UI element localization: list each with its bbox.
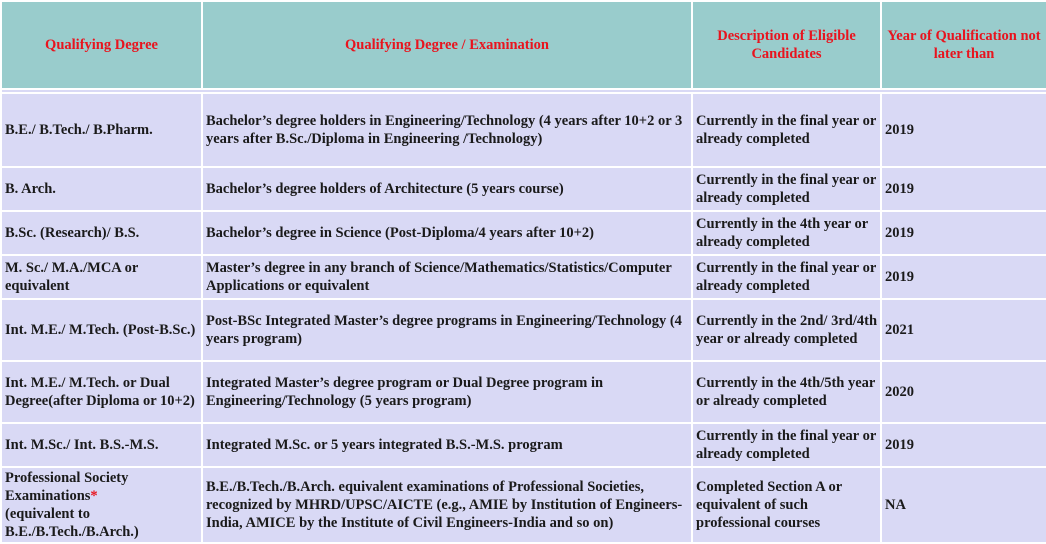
cell-year: 2019 [881,255,1046,299]
cell-year: 2019 [881,423,1046,467]
cell-description: Currently in the 4th/5th year or already completed [692,361,881,423]
cell-degree: B. Arch. [1,167,202,211]
cell-examination: Bachelor’s degree holders in Engineering/Technology (4 years after 10+2 or 3 years after B.Sc./Diploma in Engineering /Technology) [202,93,692,167]
table-row [1,211,1046,255]
table-row [1,299,1046,361]
header-qualifying-degree: Qualifying Degree [1,1,202,89]
header-examination: Qualifying Degree / Examination [202,1,692,89]
cell-degree: Int. M.E./ M.Tech. or Dual Degree(after Diploma or 10+2) [1,361,202,423]
footnote-asterisk: * [90,488,98,504]
cell-year: 2019 [881,167,1046,211]
cell-description: Currently in the final year or already completed [692,93,881,167]
cell-description: Currently in the final year or already completed [692,255,881,299]
cell-year: 2020 [881,361,1046,423]
table-row [1,167,1046,211]
cell-description: Currently in the 2nd/ 3rd/4th year or already completed [692,299,881,361]
table-row [1,361,1046,423]
cell-examination: Master’s degree in any branch of Science/Mathematics/Statistics/Computer Applications or equivalent [202,255,692,299]
cell-year: 2019 [881,211,1046,255]
header-year: Year of Qualification not later than [881,1,1046,89]
cell-year: NA [881,467,1046,543]
cell-degree: B.Sc. (Research)/ B.S. [1,211,202,255]
cell-degree: B.E./ B.Tech./ B.Pharm. [1,93,202,167]
table-row [1,93,1046,167]
table-row [1,467,1046,543]
cell-examination: B.E./B.Tech./B.Arch. equivalent examinations of Professional Societies, recognized by MHRD/UPSC/AICTE (e.g., AMIE by Institution of Engineers-India, AMICE by the Institute of Civil Engineers-India and so on) [202,467,692,543]
cell-description: Currently in the final year or already completed [692,167,881,211]
cell-examination: Bachelor’s degree holders of Architecture (5 years course) [202,167,692,211]
table-row [1,423,1046,467]
cell-description: Currently in the 4th year or already completed [692,211,881,255]
cell-examination: Integrated M.Sc. or 5 years integrated B.S.-M.S. program [202,423,692,467]
degree-note: (equivalent to B.E./B.Tech./B.Arch.) [5,506,139,540]
cell-year: 2021 [881,299,1046,361]
cell-year: 2019 [881,93,1046,167]
cell-degree: Int. M.Sc./ Int. B.S.-M.S. [1,423,202,467]
table-row [1,255,1046,299]
cell-degree: M. Sc./ M.A./MCA or equivalent [1,255,202,299]
cell-examination: Post-BSc Integrated Master’s degree programs in Engineering/Technology (4 years program) [202,299,692,361]
header-row [1,1,1046,89]
header-description: Description of Eligible Candidates [692,1,881,89]
cell-degree: Int. M.E./ M.Tech. (Post-B.Sc.) [1,299,202,361]
cell-degree [1,467,202,543]
degree-label: Professional Society Examinations [5,470,129,504]
cell-description: Currently in the final year or already completed [692,423,881,467]
cell-description: Completed Section A or equivalent of such professional courses [692,467,881,543]
cell-examination: Bachelor’s degree in Science (Post-Diploma/4 years after 10+2) [202,211,692,255]
cell-examination: Integrated Master’s degree program or Dual Degree program in Engineering/Technology (5 years program) [202,361,692,423]
